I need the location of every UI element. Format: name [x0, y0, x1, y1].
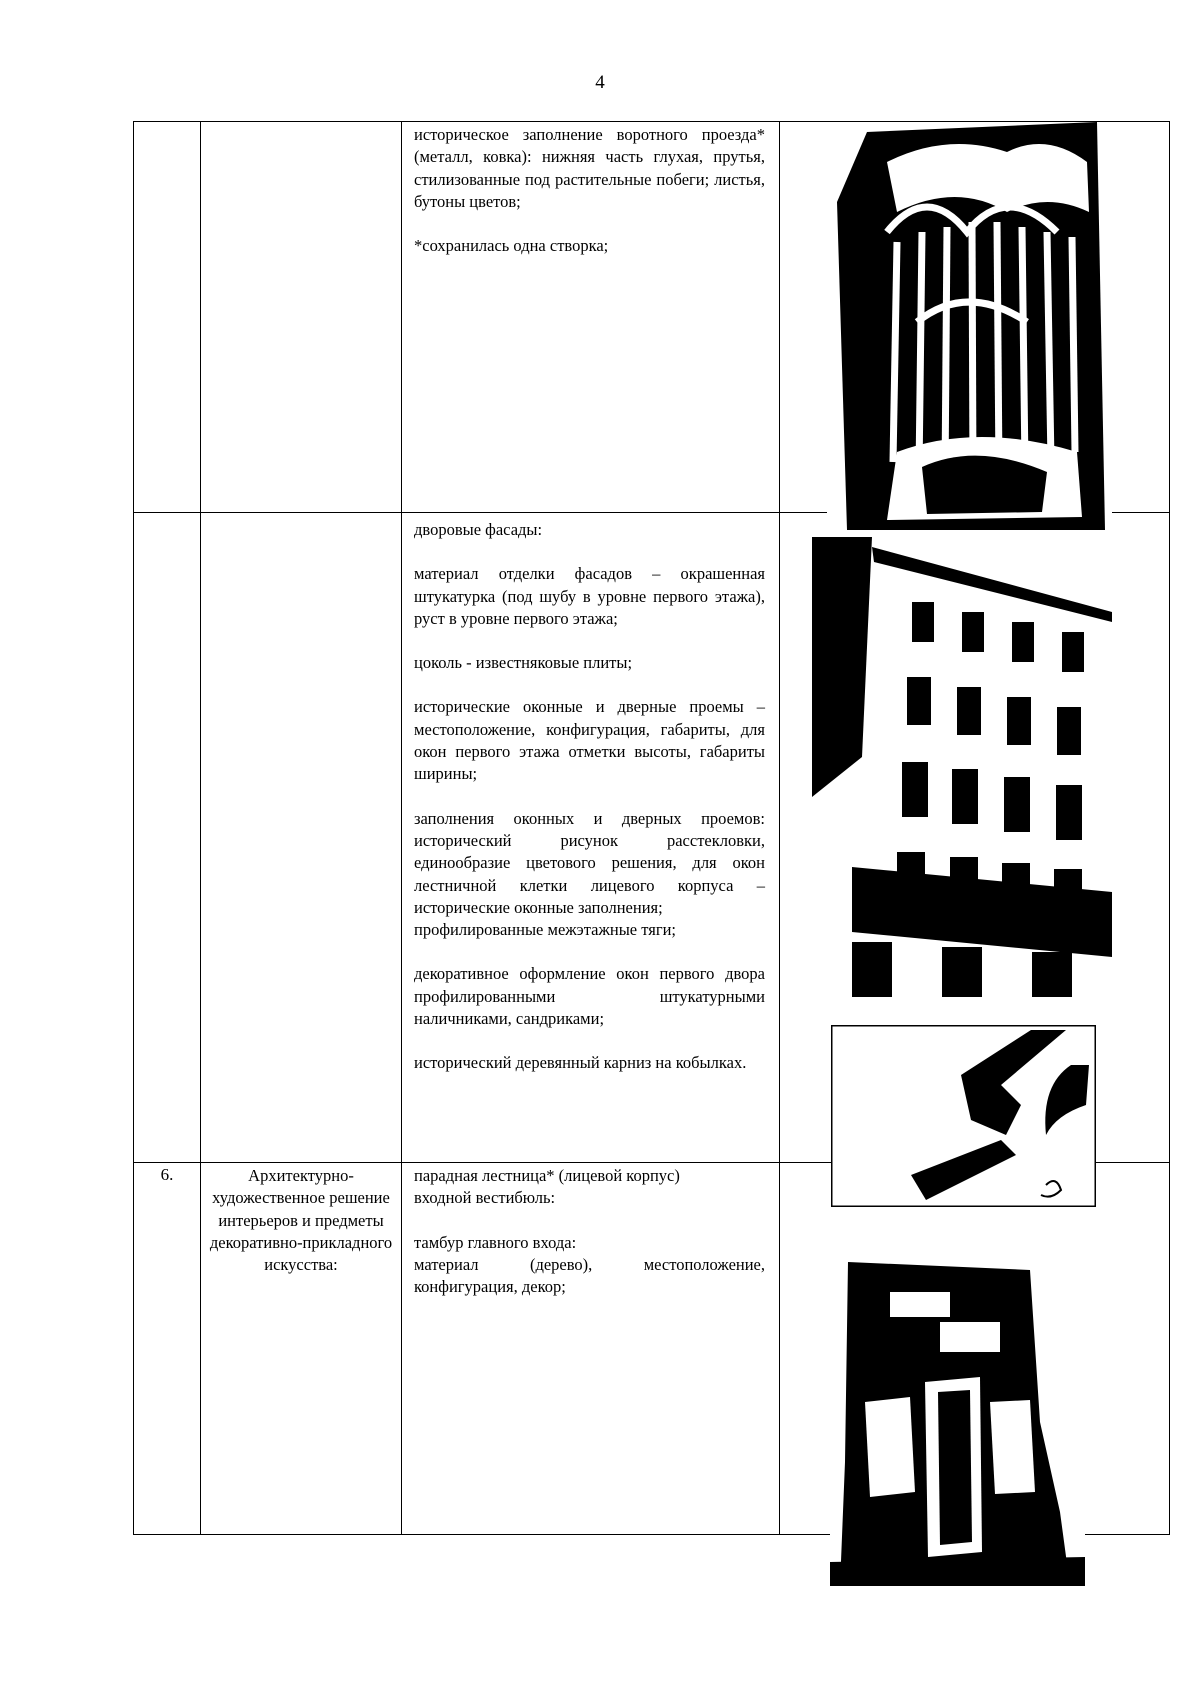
row-number-cell	[134, 122, 201, 513]
paragraph: исторический деревянный карниз на кобылках.	[414, 1053, 747, 1073]
paragraph: заполнения оконных и дверных проемов: исторический рисунок расстекловки, единообразие цветового решения, для окон лестничной клетки лицевого корпуса – исторические оконные заполнения; профилированные межэтажные тяги;	[414, 808, 765, 940]
paragraph: парадная лестница* (лицевой корпус) входной вестибюль:	[414, 1166, 680, 1208]
description-cell	[402, 1163, 780, 1535]
row-number-cell: 6.	[134, 1163, 201, 1535]
page-number: 4	[595, 72, 605, 93]
description-cell	[402, 513, 780, 1163]
cornice-detail-photo	[831, 1025, 1096, 1207]
paragraph: историческое заполнение воротного проезда* (металл, ковка): нижняя часть глухая, прутья, стилизованные под растительные побеги; листья, бутоны цветов;	[414, 125, 765, 211]
category-cell: Архитектурно-художественное решение интерьеров и предметы декоративно-прикладного искусства:	[201, 1163, 402, 1535]
paragraph: дворовые фасады:	[414, 520, 543, 539]
paragraph: цоколь - известняковые плиты;	[414, 653, 633, 673]
paragraph: *сохранилась одна створка;	[414, 236, 609, 256]
paragraph: исторические оконные и дверные проемы – местоположение, конфигурация, габариты, для окон первого этажа отметки высоты, габариты ширины;	[414, 697, 765, 784]
description-cell	[402, 122, 780, 513]
courtyard-facade-photo	[812, 537, 1112, 997]
category-cell	[201, 122, 402, 513]
category-cell	[201, 513, 402, 1163]
row-number-cell	[134, 513, 201, 1163]
gate-ironwork-photo	[827, 122, 1112, 530]
paragraph: тамбур главного входа: материал (дерево), местоположение, конфигурация, декор;	[414, 1232, 765, 1297]
paragraph: материал отделки фасадов – окрашенная штукатурка (под шубу в уровне первого этажа), руст в уровне первого этажа;	[414, 564, 765, 628]
paragraph: декоративное оформление окон первого двора профилированными штукатурными наличниками, сандриками;	[414, 964, 765, 1029]
entrance-vestibule-photo	[830, 1262, 1085, 1586]
